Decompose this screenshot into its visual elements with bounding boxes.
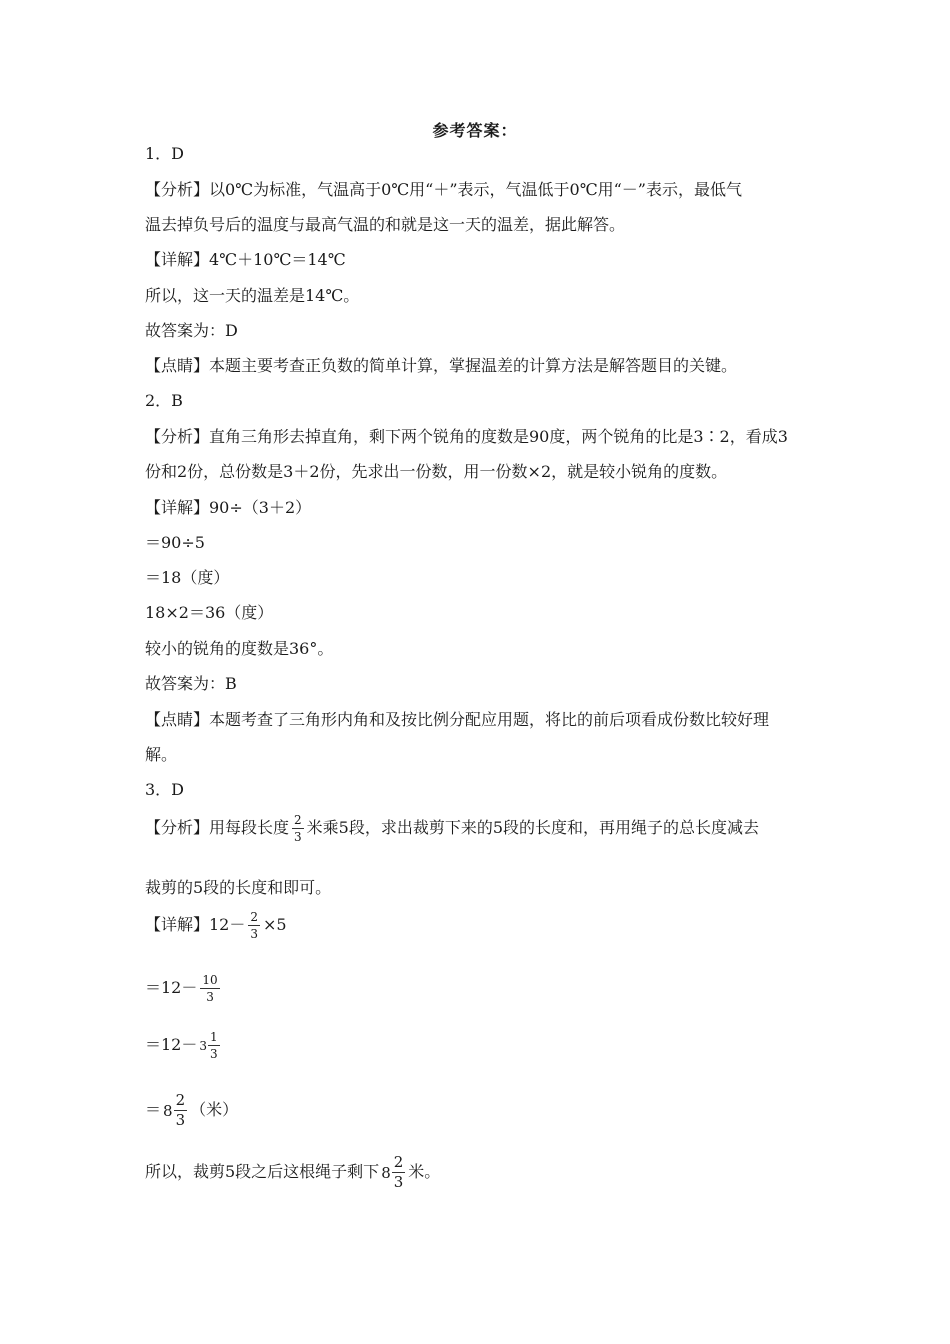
q2-analysis-line1: 【分析】直角三角形去掉直角，剩下两个锐角的度数是90度，两个锐角的比是3∶2，看成3: [145, 427, 788, 446]
q2-comment-line1: 【点睛】本题考查了三角形内角和及按比例分配应用题，将比的前后项看成份数比较好理: [145, 710, 770, 729]
q3-analysis-prefix: 【分析】用每段长度: [145, 818, 290, 837]
mixed-number-whole: 8: [163, 1101, 173, 1120]
q2-detail: 【详解】90÷（3＋2）: [145, 498, 312, 517]
fraction-ten-thirds: [200, 974, 219, 1003]
q3-detail-suffix: ×5: [263, 915, 287, 934]
fraction-numerator: 2: [393, 1153, 404, 1171]
fraction-denominator: 3: [206, 990, 214, 1004]
q1-comment: 【点睛】本题主要考查正负数的简单计算，掌握温差的计算方法是解答题目的关键。: [145, 356, 738, 375]
mixed-number-whole: 8: [381, 1163, 391, 1182]
mixed-number-whole: 3: [199, 1038, 208, 1053]
q3-detail: [145, 911, 287, 940]
q2-step1: ＝90÷5: [145, 533, 205, 552]
q1-detail: 【详解】4℃＋10℃＝14℃: [145, 250, 346, 269]
q3-conclusion-prefix: 所以，裁剪5段之后这根绳子剩下: [145, 1162, 380, 1181]
q3-analysis-suffix: 米乘5段，求出裁剪下来的5段的长度和，再用绳子的总长度减去: [306, 818, 760, 837]
q3-conclusion-suffix: 米。: [408, 1162, 441, 1181]
page-title: 参考答案：: [432, 121, 518, 140]
q2-step2: ＝18（度）: [145, 568, 230, 587]
fraction-numerator: 1: [210, 1030, 218, 1044]
q1-analysis-line1: 【分析】以0℃为标准，气温高于0℃用“＋”表示，气温低于0℃用“－”表示，最低气: [145, 180, 742, 199]
fraction-denominator: 3: [393, 1173, 404, 1191]
fraction-two-thirds: [174, 1093, 188, 1128]
q3-step3-unit: （米）: [190, 1100, 239, 1119]
q3-detail-prefix: 【详解】12－: [145, 915, 246, 934]
fraction-denominator: 3: [210, 1047, 218, 1061]
fraction-denominator: 3: [250, 927, 259, 941]
q3-analysis-line1: [145, 814, 759, 843]
q3-step2-prefix: ＝12－: [145, 1035, 198, 1054]
fraction-two-thirds: [392, 1155, 406, 1190]
q1-final-answer: 故答案为：D: [145, 321, 238, 340]
q3-analysis-line2: 裁剪的5段的长度和即可。: [145, 878, 332, 897]
q3-step3-prefix: ＝: [145, 1100, 162, 1119]
fraction-numerator: 2: [250, 910, 259, 924]
q3-answer: 3．D: [145, 780, 185, 799]
q2-answer: 2．B: [145, 391, 183, 410]
fraction-one-third: [208, 1031, 220, 1060]
q2-step3: 18×2＝36（度）: [145, 603, 274, 622]
q2-analysis-line2: 份和2份，总份数是3＋2份，先求出一份数，用一份数×2，就是较小锐角的度数。: [145, 462, 728, 481]
q3-step1: [145, 974, 223, 1003]
q1-answer: 1．D: [145, 144, 185, 163]
q3-step1-prefix: ＝12－: [145, 978, 198, 997]
q3-step2: [145, 1031, 223, 1060]
fraction-numerator: 2: [175, 1091, 186, 1109]
q1-analysis-line2: 温去掉负号后的温度与最高气温的和就是这一天的温差，据此解答。: [145, 215, 626, 234]
q2-comment-line2: 解。: [145, 745, 178, 764]
fraction-numerator: 10: [202, 973, 218, 987]
fraction-numerator: 2: [294, 813, 302, 827]
q2-final-answer: 故答案为：B: [145, 674, 237, 693]
q1-conclusion: 所以，这一天的温差是14℃。: [145, 286, 360, 305]
fraction-two-thirds: [292, 814, 304, 843]
q3-step3: [145, 1093, 238, 1128]
fraction-denominator: 3: [175, 1111, 186, 1129]
fraction-two-thirds: [248, 911, 260, 940]
q3-conclusion: [145, 1155, 440, 1190]
q2-conclusion: 较小的锐角的度数是36°。: [145, 639, 334, 658]
fraction-denominator: 3: [294, 830, 302, 844]
